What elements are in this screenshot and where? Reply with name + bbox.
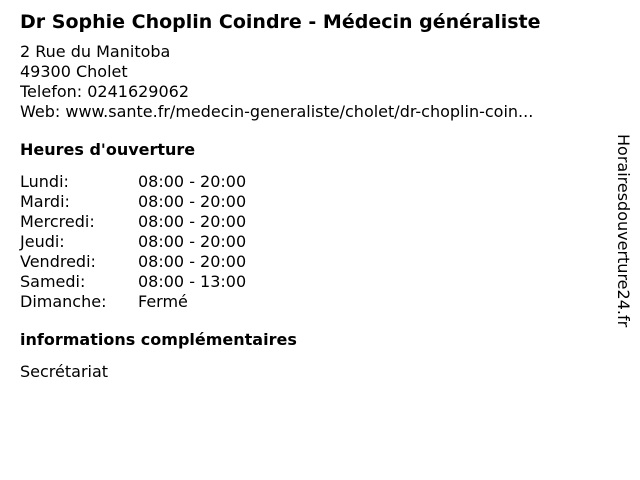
side-brand-watermark: Horairesdouverture24.fr	[614, 134, 633, 328]
phone-number: Telefon: 0241629062	[20, 82, 190, 101]
opening-hours-list	[20, 172, 600, 312]
business-card	[20, 10, 600, 382]
hours-row-friday	[20, 252, 600, 272]
opening-hours-heading: Heures d'ouverture	[20, 140, 196, 159]
hours-day: Mardi:	[20, 192, 70, 211]
hours-time: Fermé	[138, 292, 188, 311]
hours-row-tuesday	[20, 192, 600, 212]
hours-row-monday	[20, 172, 600, 192]
hours-time: 08:00 - 20:00	[138, 192, 247, 211]
hours-day: Vendredi:	[20, 252, 96, 271]
extra-info-heading: informations complémentaires	[20, 330, 297, 349]
hours-time: 08:00 - 20:00	[138, 232, 247, 251]
hours-row-thursday	[20, 232, 600, 252]
hours-time: 08:00 - 13:00	[138, 272, 247, 291]
hours-day: Lundi:	[20, 172, 69, 191]
page-title: Dr Sophie Choplin Coindre - Médecin généraliste	[20, 11, 541, 33]
address-city: 49300 Cholet	[20, 62, 128, 81]
hours-row-wednesday	[20, 212, 600, 232]
hours-time: 08:00 - 20:00	[138, 172, 247, 191]
website-link[interactable]: Web: www.sante.fr/medecin-generaliste/cholet/dr-choplin-coin...	[20, 102, 534, 121]
hours-day: Dimanche:	[20, 292, 107, 311]
hours-day: Samedi:	[20, 272, 86, 291]
hours-row-saturday	[20, 272, 600, 292]
extra-info-text: Secrétariat	[20, 362, 109, 381]
hours-time: 08:00 - 20:00	[138, 212, 247, 231]
hours-time: 08:00 - 20:00	[138, 252, 247, 271]
address-street: 2 Rue du Manitoba	[20, 42, 171, 61]
hours-day: Jeudi:	[20, 232, 65, 251]
hours-day: Mercredi:	[20, 212, 95, 231]
hours-row-sunday	[20, 292, 600, 312]
